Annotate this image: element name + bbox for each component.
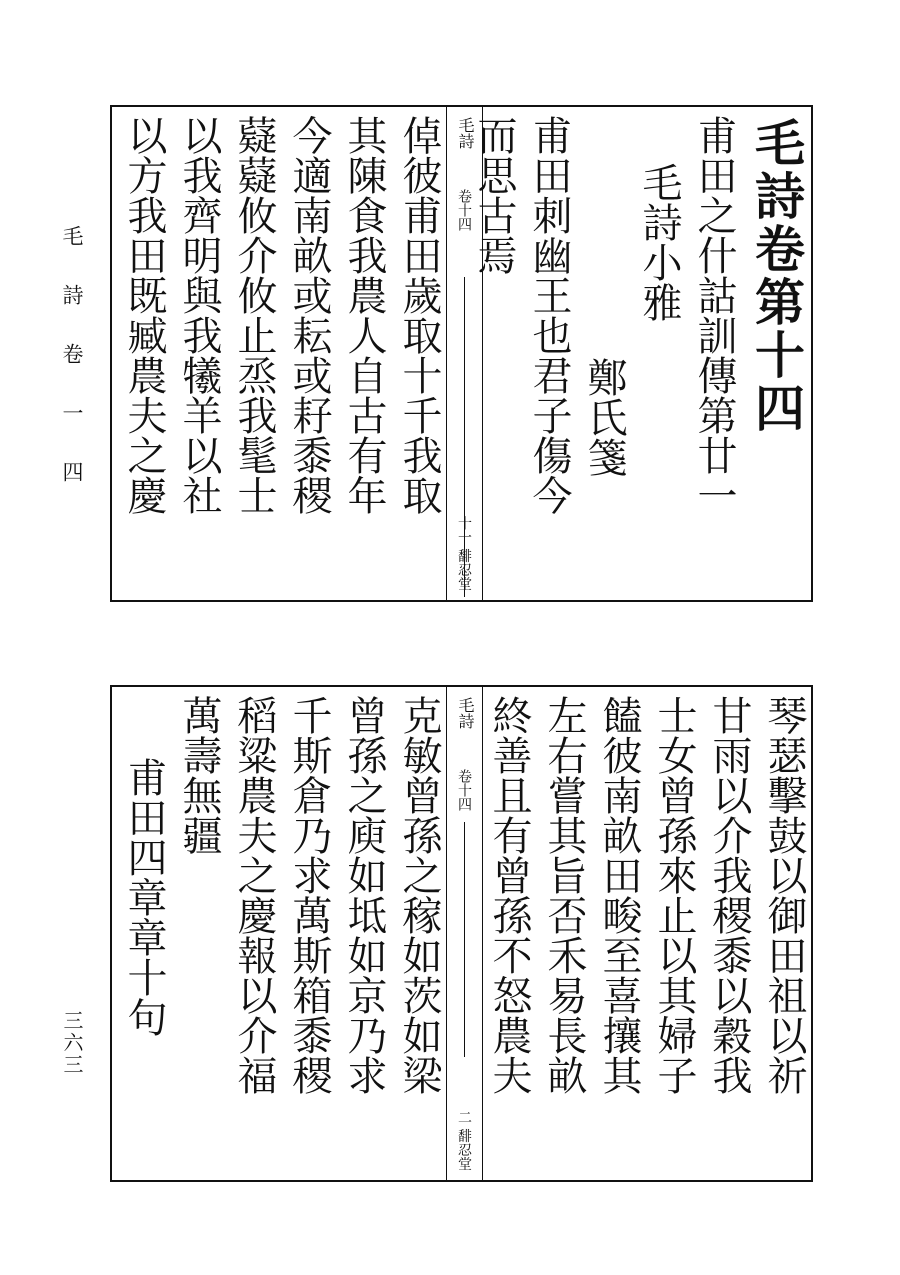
- text-column: 甫田四章章十句: [121, 757, 167, 1037]
- text-column: 鄭氏箋: [581, 357, 627, 477]
- text-column: 甫田之什詁訓傳第廿一: [691, 115, 737, 515]
- strip-hall: 二 馡忍堂: [456, 1109, 472, 1170]
- text-column: 以我齊明與我犧羊以社: [176, 115, 222, 515]
- text-column: 克敏曾孫之稼如茨如梁: [396, 695, 442, 1095]
- text-column: 左右嘗其旨否禾易長畝: [541, 695, 587, 1095]
- strip-title: 毛詩: [456, 117, 475, 149]
- text-column: 薿薿攸介攸止烝我髦士: [231, 115, 277, 515]
- top-center-strip: [446, 107, 483, 600]
- strip-volume: 卷十四: [456, 189, 472, 231]
- text-column: 琴瑟擊鼓以御田祖以祈: [761, 695, 807, 1095]
- top-right-half: [471, 107, 811, 600]
- top-text-block: [110, 105, 813, 602]
- text-column: 甘雨以介我稷黍以穀我: [706, 695, 752, 1095]
- text-column: 以方我田既臧農夫之慶: [121, 115, 167, 515]
- strip-title: 毛詩: [456, 697, 475, 729]
- text-column: 其陳食我農人自古有年: [341, 115, 387, 515]
- top-left-half: [112, 107, 446, 600]
- text-column: 而思古焉: [471, 115, 517, 275]
- margin-page-number: 三六三: [60, 1010, 84, 1076]
- text-column: 千斯倉乃求萬斯箱黍稷: [286, 695, 332, 1095]
- bottom-text-block: [110, 685, 813, 1182]
- text-column: 士女曾孫來止以其婦子: [651, 695, 697, 1095]
- bottom-right-half: [477, 687, 811, 1180]
- text-column: 稻粱農夫之慶報以介福: [231, 695, 277, 1095]
- text-column: 今適南畝或耘或耔黍稷: [286, 115, 332, 515]
- bottom-center-strip: [446, 687, 483, 1180]
- text-column: 倬彼甫田歲取十千我取: [396, 115, 442, 515]
- text-column: 饁彼南畝田畯至喜攘其: [596, 695, 642, 1095]
- text-column: 終善且有曾孫不怒農夫: [486, 695, 532, 1095]
- strip-rule: [464, 822, 465, 1057]
- text-column: 萬壽無疆: [176, 695, 222, 855]
- text-column: 毛詩小雅: [636, 162, 682, 322]
- margin-book-title: 毛詩卷一四: [60, 225, 84, 520]
- bottom-left-half: [112, 687, 446, 1180]
- text-column: 曾孫之庾如坻如京乃求: [341, 695, 387, 1095]
- text-column: 甫田刺幽王也君子傷今: [526, 115, 572, 515]
- strip-hall: 十一 馡忍堂: [456, 515, 472, 590]
- volume-heading: 毛詩卷第十四: [747, 117, 806, 435]
- strip-volume: 卷十四: [456, 769, 472, 811]
